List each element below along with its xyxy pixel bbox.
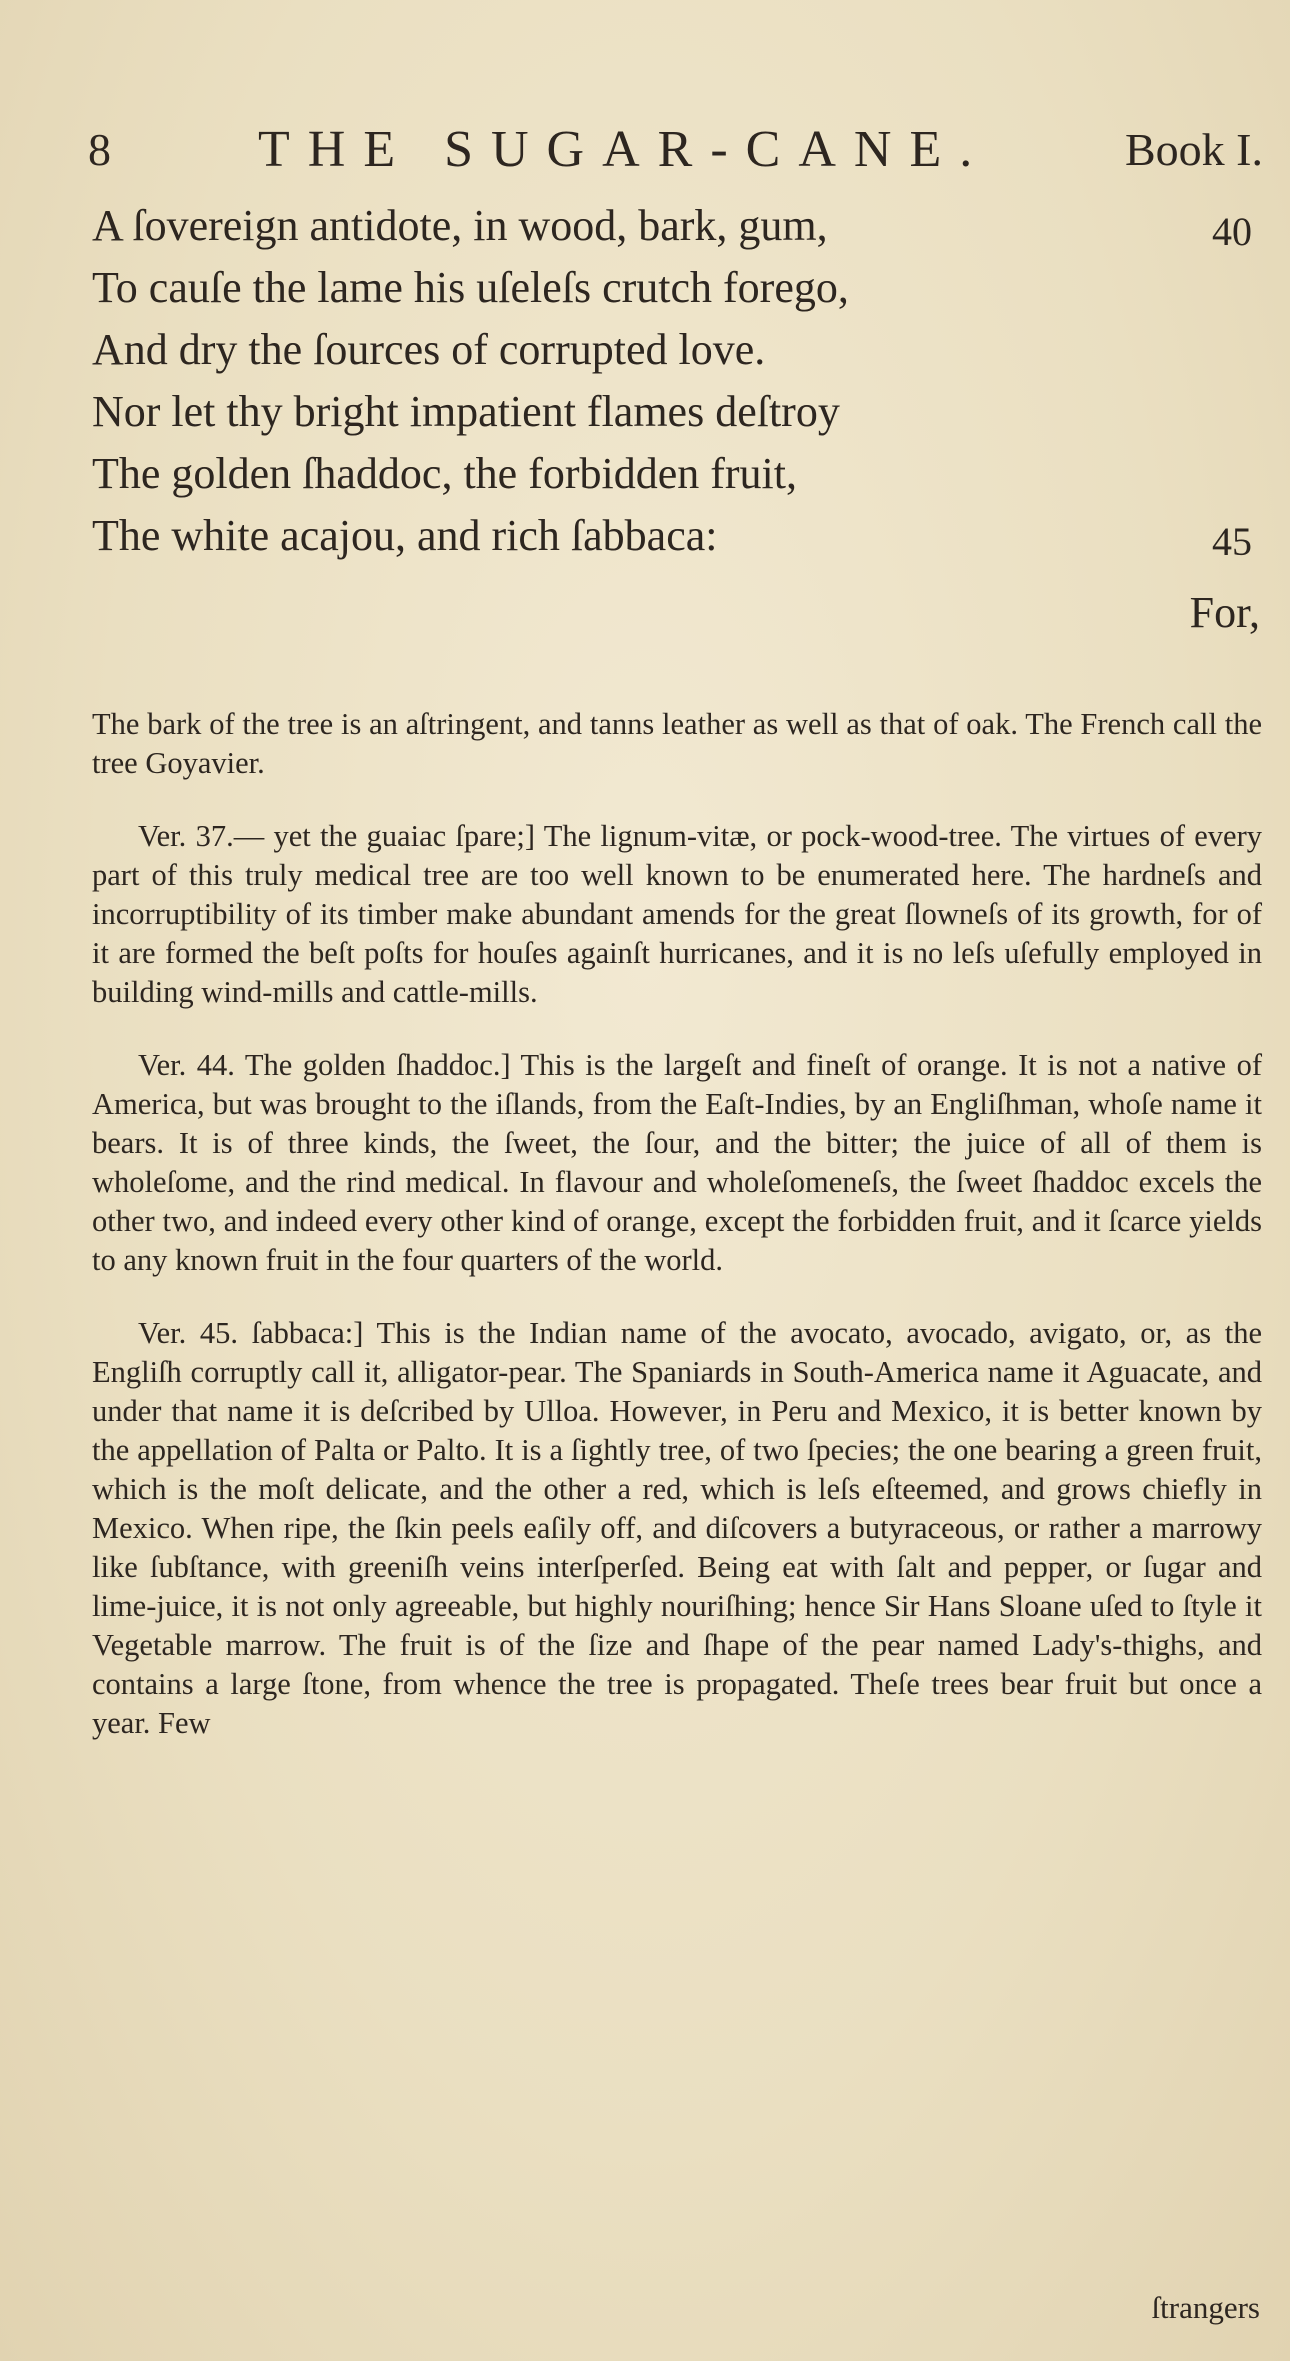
book-label: Book I.: [1125, 124, 1263, 175]
poem-catchword: For,: [1189, 588, 1260, 637]
poem-verses: [92, 195, 1262, 567]
verse-line: [92, 257, 1262, 319]
footnote: Ver. 37.— yet the guaiac ſpare;] The lignum-vitæ, or pock-wood-tree. The virtues of every part of this truly medical tree are too well known to be enumerated here. The hardneſs and incorruptibility of its timber make abundant amends for the great ſlowneſs of its growth, for of it are formed the beſt poſts for houſes againſt hurricanes, and it is no leſs uſefully employed in building wind-mills and cattle-mills.: [92, 819, 1262, 1009]
running-header: [88, 110, 1263, 190]
verse-line: [92, 319, 1262, 381]
notes-catchword: ſtrangers: [1151, 2290, 1260, 2325]
footnote: Ver. 44. The golden ſhaddoc.] This is the largeſt and fineſt of orange. It is not a native of America, but was brought to the iſlands, from the Eaſt-Indies, by an Engliſhman, whoſe name it bears. It is of three kinds, the ſweet, the ſour, and the bitter; the juice of all of them is wholeſome, and the rind medical. In flavour and wholeſomeneſs, the ſweet ſhaddoc excels the other two, and indeed every other kind of orange, except the forbidden fruit, and it ſcarce yields to any known fruit in the four quarters of the world.: [92, 1048, 1262, 1277]
footnote: Ver. 45. ſabbaca:] This is the Indian name of the avocato, avocado, avigato, or, as the Engliſh corruptly call it, alligator-pear. The Spaniards in South-America name it Aguacate, and under that name it is deſcribed by Ulloa. However, in Peru and Mexico, it is better known by the appellation of Palta or Palto. It is a ſightly tree, of two ſpecies; the one bearing a green fruit, which is the moſt delicate, and the other a red, which is leſs eſteemed, and grows chiefly in Mexico. When ripe, the ſkin peels eaſily off, and diſcovers a butyraceous, or rather a marrowy like ſubſtance, with greeniſh veins interſperſed. Being eat with ſalt and pepper, or ſugar and lime-juice, it is not only agreeable, but highly nouriſhing; hence Sir Hans Sloane uſed to ſtyle it Vegetable marrow. The fruit is of the ſize and ſhape of the pear named Lady's-thighs, and contains a large ſtone, from whence the tree is propagated. Theſe trees bear fruit but once a year. Few: [92, 1316, 1262, 1740]
verse-line: [92, 505, 1262, 567]
footnote: The bark of the tree is an aſtringent, and tanns leather as well as that of oak. The French call the tree Goyavier.: [92, 707, 1262, 780]
verse-text: Nor let thy bright impatient flames deſtroy: [92, 387, 840, 436]
verse-line: [92, 195, 1262, 257]
footnotes: [92, 705, 1262, 1777]
line-number: 45: [1212, 519, 1252, 564]
verse-text: The white acajou, and rich ſabbaca:: [92, 511, 718, 560]
verse-text: A ſovereign antidote, in wood, bark, gum,: [92, 201, 828, 250]
verse-text: And dry the ſources of corrupted love.: [92, 325, 766, 374]
running-title: THE SUGAR-CANE.: [258, 121, 991, 178]
verse-text: The golden ſhaddoc, the forbidden fruit,: [92, 449, 798, 498]
verse-text: To cauſe the lame his uſeleſs crutch forego,: [92, 263, 849, 312]
line-number: 40: [1212, 209, 1252, 254]
page-number: 8: [88, 124, 111, 175]
verse-line: [92, 443, 1262, 505]
verse-line: [92, 381, 1262, 443]
